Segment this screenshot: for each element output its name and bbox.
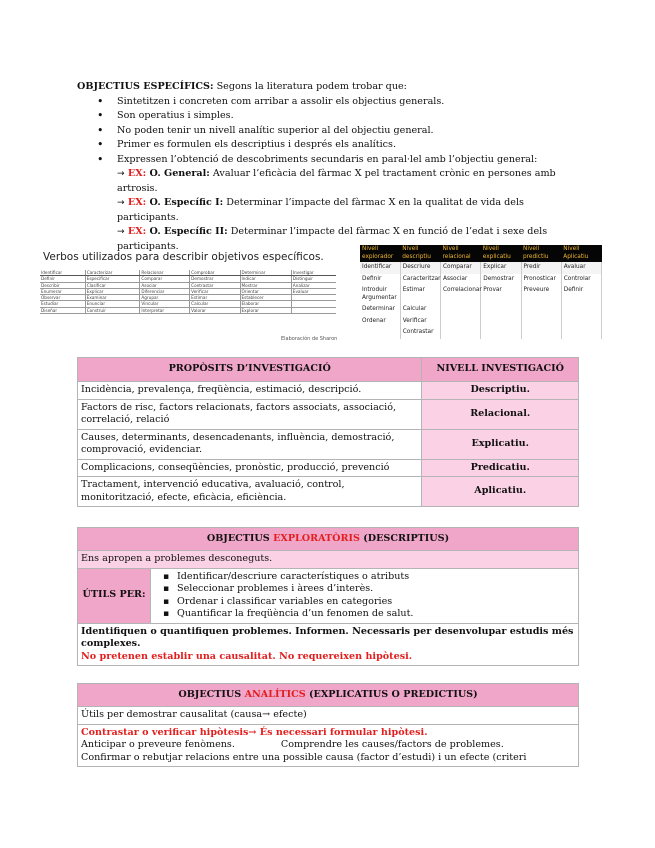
ex-label: EX: — [124, 168, 147, 179]
verb-cell: Definir — [360, 274, 400, 286]
intro-bullet: • Primer es formulen els descriptius i després els analítics. — [117, 138, 577, 153]
table-row — [78, 399, 579, 429]
verb-cell: Enunciar — [85, 301, 140, 307]
verb-cell: Analizar — [291, 282, 336, 288]
verb-cell: Caracterizar — [85, 270, 140, 276]
verb-cell: Identificar — [40, 270, 85, 276]
verb-cell — [561, 304, 601, 316]
intro-bullet: • No poden tenir un nivell analític superior al del objectiu general. — [117, 124, 577, 139]
intro-bullet: • Sintetitzen i concreten com arribar a assolir els objectius generals. — [117, 95, 577, 110]
exploratory-note: No pretenen establir una causalitat. No requereixen hipòtesi. — [81, 650, 413, 662]
verb-cell: Relacionar — [140, 270, 190, 276]
verb-cell: Provar — [481, 285, 521, 304]
verb-cell — [291, 307, 336, 313]
exploratory-summary-cell — [78, 623, 579, 666]
ex-label: EX: — [124, 197, 147, 208]
exploratory-title — [78, 528, 579, 551]
ex-label: EX: — [124, 226, 147, 237]
verb-cell — [360, 327, 400, 339]
table-row — [78, 459, 579, 477]
verb-cell: Calcular — [190, 301, 240, 307]
verb-cell: Determinar — [240, 270, 291, 276]
verb-cell: Correlacionar — [441, 285, 481, 304]
verb-cell: Explicar — [85, 288, 140, 294]
intro-heading-line — [77, 80, 577, 95]
title-prefix: OBJECTIUS — [206, 532, 274, 544]
table-row — [40, 307, 336, 313]
exploratory-summary: Identifiquen o quantifiquen problemes. Informen. Necessaris per desenvolupar estudis més complexes. — [81, 625, 574, 649]
verb-cell: Distinguir — [291, 276, 336, 282]
verbs-by-level-table — [360, 245, 602, 339]
list-item: ▪ Ordenar i classificar variables en categories — [177, 596, 575, 609]
utils-list-cell — [151, 568, 579, 623]
verb-cell: Comparar — [441, 262, 481, 274]
verb-cell — [441, 304, 481, 316]
verb-cell — [481, 304, 521, 316]
verb-cell — [481, 327, 521, 339]
verb-cell: Comprobar — [190, 270, 240, 276]
level-header-cell: Nivell explicatiu — [481, 245, 521, 262]
table-row — [78, 429, 579, 459]
verb-cell: Demostrar — [481, 274, 521, 286]
verb-cell — [521, 327, 561, 339]
example-text: Avaluar l’eficàcia del fàrmac X pel tractament crònic en persones amb artrosis. — [117, 168, 556, 194]
verb-cell: Examinar — [85, 295, 140, 301]
utils-list — [154, 571, 575, 621]
analytical-red-line: Contrastar o verificar hipòtesis→ És necessari formular hipòtesi. — [81, 726, 428, 738]
verb-cell: Caracteritzar — [400, 274, 440, 286]
table-row — [360, 274, 602, 286]
verb-cell: Identificar — [360, 262, 400, 274]
verb-cell: Vincular — [140, 301, 190, 307]
verb-cell — [521, 316, 561, 328]
list-item: ▪ Identificar/descriure característiques o atributs — [177, 571, 575, 584]
verb-cell: Pronosticar — [521, 274, 561, 286]
purposes-header: PROPÒSITS D’INVESTIGACIÓ — [78, 358, 422, 382]
level-header-cell: Nivell explorador — [360, 245, 400, 262]
intro-bullet: • Son operatius i simples. — [117, 109, 577, 124]
example-specific-1 — [77, 196, 577, 225]
verb-cell: Ordenar — [360, 316, 400, 328]
verb-cell — [561, 316, 601, 328]
verb-cell — [441, 327, 481, 339]
verb-cell: Clasificar — [85, 282, 140, 288]
level-cell: Predicatiu. — [422, 459, 579, 477]
level-cell: Aplicatiu. — [422, 477, 579, 507]
verb-cell: Establecer — [240, 295, 291, 301]
level-header: NIVELL INVESTIGACIÓ — [422, 358, 579, 382]
example-label: O. Específic II: — [146, 226, 228, 237]
verb-cell: Mostrar — [240, 282, 291, 288]
verbs-image-table — [40, 270, 336, 314]
level-header-cell: Nivell descriptiu — [400, 245, 440, 262]
verb-cell: Evaluar — [291, 288, 336, 294]
verb-cell: Agrupar — [140, 295, 190, 301]
verb-cell: Estudiar — [40, 301, 85, 307]
purpose-cell: Causes, determinants, desencadenants, influència, demostració, comprovació, evidenciar. — [78, 429, 422, 459]
table-row — [360, 327, 602, 339]
verb-cell: Describir — [40, 282, 85, 288]
intro-bullet-list — [77, 95, 577, 168]
understand-text: Comprendre les causes/factors de problemes. — [280, 739, 504, 750]
table-row — [360, 262, 602, 274]
verb-cell: Orientar — [240, 288, 291, 294]
verb-cell: Explicar — [481, 262, 521, 274]
purposes-table — [77, 357, 579, 507]
verb-cell: Controlar — [561, 274, 601, 286]
verb-cell: Diferenciar — [140, 288, 190, 294]
verb-cell — [521, 304, 561, 316]
analytical-objectives-box — [77, 683, 579, 767]
intro-heading-rest: Segons la literatura podem trobar que: — [213, 81, 407, 92]
verb-cell: Verificar — [400, 316, 440, 328]
level-cell: Descriptiu. — [422, 382, 579, 400]
analytical-useful: Útils per demostrar causalitat (causa→ efecte) — [78, 707, 579, 725]
verb-cell — [441, 316, 481, 328]
intro-heading: OBJECTIUS ESPECÍFICS: — [77, 81, 214, 92]
example-text: Determinar l’impacte del fàrmac X en la qualitat de vida dels participants. — [117, 197, 524, 223]
purpose-cell: Incidència, prevalença, freqüència, estimació, descripció. — [78, 382, 422, 400]
verb-cell: Investigar — [291, 270, 336, 276]
purposes-header-row — [78, 358, 579, 382]
verb-cell: Definir — [561, 285, 601, 304]
table-row — [78, 382, 579, 400]
title-prefix: OBJECTIUS — [178, 688, 245, 700]
title-red: ANALÍTICS — [244, 688, 306, 700]
purpose-cell: Tractament, intervenció educativa, avaluació, control, monitorització, efecte, eficàcia, eficiència. — [78, 477, 422, 507]
example-label: O. Específic I: — [146, 197, 224, 208]
verb-cell: Elaborar — [240, 301, 291, 307]
verb-cell: Predir — [521, 262, 561, 274]
verb-cell: Enumerar — [40, 288, 85, 294]
verb-cell: Associar — [441, 274, 481, 286]
title-suffix: (EXPLICATIUS O PREDICTIUS) — [305, 688, 478, 700]
verb-cell: Observar — [40, 295, 85, 301]
list-item: ▪ Quantificar la freqüència d’un fenomen de salut. — [177, 608, 575, 621]
exploratory-approach: Ens apropen a problemes desconeguts. — [78, 551, 579, 569]
table-row — [360, 304, 602, 316]
verb-cell: Indicar — [240, 276, 291, 282]
arrow-icon: → — [117, 227, 125, 237]
title-red: EXPLORATÒRIS — [273, 532, 360, 544]
verbs-image-title: Verbos utilizados para describir objetivos específicos. — [43, 251, 324, 263]
verb-cell: Contrastar — [400, 327, 440, 339]
exploratory-objectives-box — [77, 527, 579, 666]
verb-cell: Avaluar — [561, 262, 601, 274]
table-row — [78, 477, 579, 507]
verb-cell: Valorar — [190, 307, 240, 313]
verb-cell: Estimar — [190, 295, 240, 301]
example-general — [77, 167, 577, 196]
arrow-icon: → — [117, 169, 125, 179]
verb-cell — [561, 327, 601, 339]
verb-cell — [481, 316, 521, 328]
level-header-cell: Nivell predictiu — [521, 245, 561, 262]
analytical-details — [78, 724, 579, 767]
verb-cell: Demostrar — [190, 276, 240, 282]
title-suffix: (DESCRIPTIUS) — [359, 532, 450, 544]
verb-cell: Determinar — [360, 304, 400, 316]
level-cell: Relacional. — [422, 399, 579, 429]
verb-cell: Interpretar — [140, 307, 190, 313]
level-cell: Explicatiu. — [422, 429, 579, 459]
list-item: ▪ Seleccionar problemes i àrees d’interès. — [177, 583, 575, 596]
specific-objectives-intro — [77, 80, 577, 254]
intro-bullet: • Expressen l’obtenció de descobriments secundaris en paral·lel amb l’objectiu general: — [117, 153, 577, 168]
example-label: O. General: — [146, 168, 210, 179]
verb-cell: Calcular — [400, 304, 440, 316]
arrow-icon: → — [117, 198, 125, 208]
analytical-line-3: Confirmar o rebutjar relacions entre una possible causa (factor d’estudi) i un efecte (criteri — [81, 751, 527, 763]
utils-label: ÚTILS PER: — [78, 568, 151, 623]
analytical-title — [78, 684, 579, 707]
table-row — [360, 316, 602, 328]
verb-cell: Definir — [40, 276, 85, 282]
verb-cell: Construir — [85, 307, 140, 313]
verb-cell: Asociar — [140, 282, 190, 288]
level-header-cell: Nivell relacional — [441, 245, 481, 262]
verb-cell: Comparar — [140, 276, 190, 282]
anticipate-text: Anticipar o preveure fenòmens. — [81, 739, 235, 750]
example-text: Determinar l’impacte del fàrmac X en funció de l’edat i sexe dels participants. — [117, 226, 548, 252]
verb-cell: Introduir Argumentar — [360, 285, 400, 304]
analytical-line-2 — [81, 739, 575, 752]
verb-cell: Explorar — [240, 307, 291, 313]
purpose-cell: Factors de risc, factors relacionats, factors associats, associació, correlació, relació — [78, 399, 422, 429]
table-row — [360, 285, 602, 304]
verb-cell: Diseñar — [40, 307, 85, 313]
purpose-cell: Complicacions, conseqüències, pronòstic, producció, prevenció — [78, 459, 422, 477]
verb-cell: Preveure — [521, 285, 561, 304]
verb-cell: Descriure — [400, 262, 440, 274]
verb-cell: Verificar — [190, 288, 240, 294]
verbs-image-caption: Elaboración de Sharon — [281, 336, 338, 342]
verb-cell: Contrastar — [190, 282, 240, 288]
verb-cell: Estimar — [400, 285, 440, 304]
level-header-cell: Nivell Aplicatiu — [561, 245, 601, 262]
verb-cell: Especificar — [85, 276, 140, 282]
